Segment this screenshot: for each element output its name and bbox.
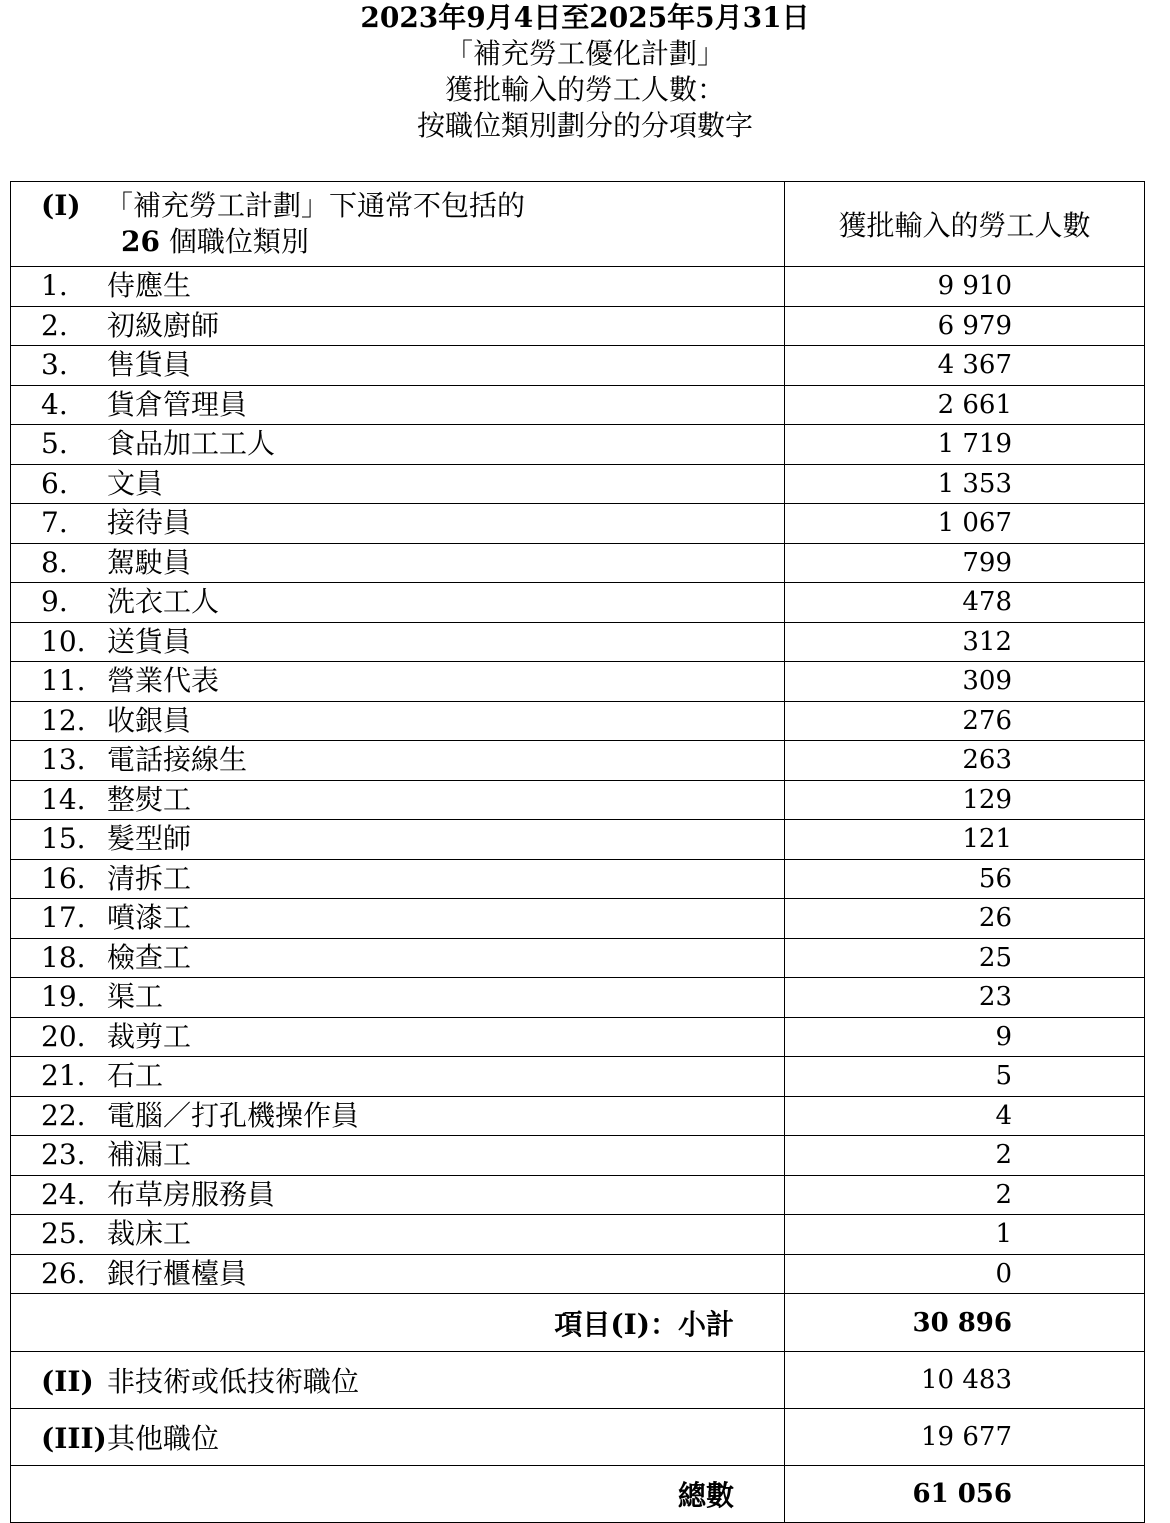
subtotal-value: 30 896 xyxy=(785,1294,1145,1352)
approved-count-cell: 0 xyxy=(785,1254,1145,1294)
table-row xyxy=(11,662,1145,702)
row-number: 3. xyxy=(41,348,68,382)
occupation-label: 檢查工 xyxy=(107,940,192,974)
category-header-text2: 個職位類別 xyxy=(168,225,309,258)
occupation-cell xyxy=(11,859,785,899)
row-number: 13. xyxy=(41,743,86,777)
table-row xyxy=(11,543,1145,583)
table-row xyxy=(11,583,1145,623)
total-value: 61 056 xyxy=(785,1466,1145,1523)
row-number: 24. xyxy=(41,1177,86,1211)
title-date-range: 2023年9月4日至2025年5月31日 xyxy=(360,1,810,34)
approved-count-cell: 6 979 xyxy=(785,306,1145,346)
occupation-cell xyxy=(11,780,785,820)
category-ii-value: 10 483 xyxy=(785,1352,1145,1409)
row-number: 16. xyxy=(41,861,86,895)
total-row xyxy=(11,1466,1145,1523)
approved-count-cell: 9 xyxy=(785,1017,1145,1057)
table-row xyxy=(11,938,1145,978)
row-number: 17. xyxy=(41,901,86,935)
occupation-cell xyxy=(11,464,785,504)
table-row xyxy=(11,504,1145,544)
approved-count-cell: 9 910 xyxy=(785,267,1145,307)
category-ii-label: 非技術或低技術職位 xyxy=(107,1365,360,1398)
category-header-text: 「補充勞工計劃」下通常不包括的 xyxy=(105,189,526,222)
occupation-cell xyxy=(11,1254,785,1294)
table-row xyxy=(11,978,1145,1018)
row-number: 14. xyxy=(41,782,86,816)
occupation-label: 文員 xyxy=(107,466,164,500)
total-label: 總數 xyxy=(11,1466,785,1523)
occupation-label: 營業代表 xyxy=(107,664,220,698)
occupation-cell xyxy=(11,1017,785,1057)
row-number: 19. xyxy=(41,980,86,1014)
table-row xyxy=(11,1136,1145,1176)
subtotal-label: 項目(I)：小計 xyxy=(11,1294,785,1352)
occupation-label: 送貨員 xyxy=(107,624,192,658)
row-number: 1. xyxy=(41,269,68,303)
table-row xyxy=(11,1215,1145,1255)
approved-count-cell: 5 xyxy=(785,1057,1145,1097)
occupation-label: 銀行櫃檯員 xyxy=(107,1256,248,1290)
occupation-cell xyxy=(11,425,785,465)
approved-count-cell: 309 xyxy=(785,662,1145,702)
occupation-label: 售貨員 xyxy=(107,348,192,382)
approved-count-cell: 25 xyxy=(785,938,1145,978)
occupation-label: 渠工 xyxy=(107,980,164,1014)
table-row xyxy=(11,425,1145,465)
occupation-label: 補漏工 xyxy=(107,1138,192,1172)
table-header-row xyxy=(11,182,1145,267)
approved-count-cell: 799 xyxy=(785,543,1145,583)
title-subject: 獲批輸入的勞工人數： xyxy=(444,73,725,106)
table-row xyxy=(11,385,1145,425)
table-row xyxy=(11,1057,1145,1097)
occupation-cell xyxy=(11,662,785,702)
occupation-label: 貨倉管理員 xyxy=(107,387,248,421)
table-row xyxy=(11,306,1145,346)
occupation-cell xyxy=(11,385,785,425)
occupation-cell xyxy=(11,820,785,860)
occupation-cell xyxy=(11,701,785,741)
occupation-label: 電腦／打孔機操作員 xyxy=(107,1098,360,1132)
approved-count-cell: 56 xyxy=(785,859,1145,899)
category-iii-row xyxy=(11,1409,1145,1466)
category-iii-label: 其他職位 xyxy=(107,1422,220,1455)
approved-count-cell: 2 661 xyxy=(785,385,1145,425)
occupation-label: 洗衣工人 xyxy=(107,585,220,619)
approved-count-cell: 478 xyxy=(785,583,1145,623)
approved-count-cell: 312 xyxy=(785,622,1145,662)
row-number: 4. xyxy=(41,387,68,421)
title-breakdown: 按職位類別劃分的分項數字 xyxy=(416,109,753,142)
approved-count-cell: 121 xyxy=(785,820,1145,860)
occupation-cell xyxy=(11,1096,785,1136)
occupation-label: 石工 xyxy=(107,1059,164,1093)
approved-count-cell: 1 719 xyxy=(785,425,1145,465)
approved-count-cell: 2 xyxy=(785,1136,1145,1176)
occupation-label: 收銀員 xyxy=(107,703,192,737)
occupation-label: 髮型師 xyxy=(107,822,192,856)
occupation-cell xyxy=(11,899,785,939)
approved-count-cell: 276 xyxy=(785,701,1145,741)
approved-count-cell: 263 xyxy=(785,741,1145,781)
row-number: 18. xyxy=(41,940,86,974)
occupation-cell xyxy=(11,267,785,307)
row-number: 6. xyxy=(41,466,68,500)
approved-count-cell: 26 xyxy=(785,899,1145,939)
table-row xyxy=(11,464,1145,504)
approved-count-cell: 23 xyxy=(785,978,1145,1018)
category-iii-marker: (III) xyxy=(41,1422,107,1455)
value-header-cell: 獲批輸入的勞工人數 xyxy=(785,182,1145,267)
occupation-label: 清拆工 xyxy=(107,861,192,895)
approved-count-cell: 2 xyxy=(785,1175,1145,1215)
occupation-cell xyxy=(11,504,785,544)
document-title xyxy=(0,0,1170,144)
row-number: 7. xyxy=(41,506,68,540)
table-row xyxy=(11,820,1145,860)
occupation-cell xyxy=(11,346,785,386)
row-number: 12. xyxy=(41,703,86,737)
category-ii-cell xyxy=(11,1352,785,1409)
occupation-cell xyxy=(11,1136,785,1176)
table-row xyxy=(11,899,1145,939)
approved-count-cell: 4 367 xyxy=(785,346,1145,386)
occupation-cell xyxy=(11,938,785,978)
occupation-cell xyxy=(11,741,785,781)
table-row xyxy=(11,1096,1145,1136)
occupation-cell xyxy=(11,543,785,583)
row-number: 21. xyxy=(41,1059,86,1093)
occupation-label: 布草房服務員 xyxy=(107,1177,276,1211)
occupation-cell xyxy=(11,1175,785,1215)
category-header-cell xyxy=(11,182,785,267)
table-row xyxy=(11,1254,1145,1294)
occupation-cell xyxy=(11,306,785,346)
category-count: 26 xyxy=(121,225,160,258)
approved-count-cell: 4 xyxy=(785,1096,1145,1136)
table-row xyxy=(11,622,1145,662)
category-iii-value: 19 677 xyxy=(785,1409,1145,1466)
row-number: 10. xyxy=(41,624,86,658)
occupation-cell xyxy=(11,1057,785,1097)
occupation-label: 侍應生 xyxy=(107,269,192,303)
table-row xyxy=(11,1017,1145,1057)
occupation-cell xyxy=(11,622,785,662)
row-number: 2. xyxy=(41,308,68,342)
subtotal-row xyxy=(11,1294,1145,1352)
occupation-label: 整熨工 xyxy=(107,782,192,816)
row-number: 20. xyxy=(41,1019,86,1053)
row-number: 23. xyxy=(41,1138,86,1172)
row-number: 5. xyxy=(41,427,68,461)
occupation-label: 電話接線生 xyxy=(107,743,248,777)
occupation-label: 裁床工 xyxy=(107,1217,192,1251)
row-number: 26. xyxy=(41,1256,86,1290)
category-iii-cell xyxy=(11,1409,785,1466)
occupation-cell xyxy=(11,583,785,623)
occupation-cell xyxy=(11,978,785,1018)
row-number: 11. xyxy=(41,664,86,698)
table-row xyxy=(11,701,1145,741)
row-number: 9. xyxy=(41,585,68,619)
occupation-label: 駕駛員 xyxy=(107,545,192,579)
approved-count-cell: 1 353 xyxy=(785,464,1145,504)
occupation-label: 食品加工工人 xyxy=(107,427,276,461)
table-row xyxy=(11,741,1145,781)
row-number: 15. xyxy=(41,822,86,856)
occupation-cell xyxy=(11,1215,785,1255)
occupation-label: 初級廚師 xyxy=(107,308,220,342)
table-row xyxy=(11,859,1145,899)
row-number: 22. xyxy=(41,1098,86,1132)
category-ii-marker: (II) xyxy=(41,1365,94,1398)
table-row xyxy=(11,1175,1145,1215)
approved-count-cell: 1 067 xyxy=(785,504,1145,544)
occupation-label: 接待員 xyxy=(107,506,192,540)
row-number: 25. xyxy=(41,1217,86,1251)
approved-count-cell: 129 xyxy=(785,780,1145,820)
title-scheme-name: 「補充勞工優化計劃」 xyxy=(444,37,725,70)
occupation-label: 裁剪工 xyxy=(107,1019,192,1053)
table-row xyxy=(11,267,1145,307)
category-ii-row xyxy=(11,1352,1145,1409)
category-marker: (I) xyxy=(41,189,81,222)
approved-count-cell: 1 xyxy=(785,1215,1145,1255)
table-row xyxy=(11,346,1145,386)
row-number: 8. xyxy=(41,545,68,579)
occupation-table xyxy=(10,181,1145,1523)
table-row xyxy=(11,780,1145,820)
occupation-label: 噴漆工 xyxy=(107,901,192,935)
